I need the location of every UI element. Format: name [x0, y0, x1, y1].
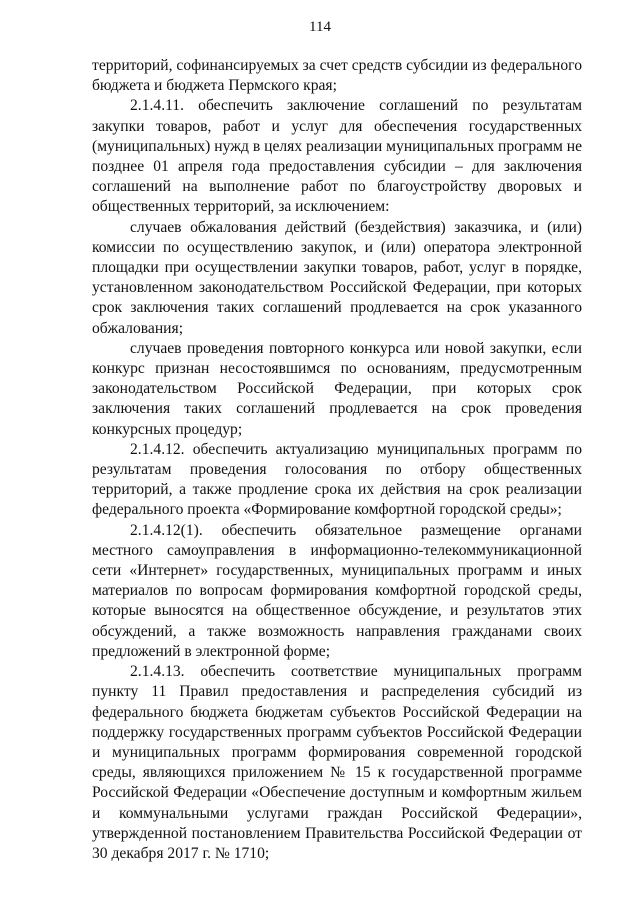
document-body [92, 56, 582, 864]
paragraph-continuation: территорий, софинансируемых за счет средств субсидии из федерального бюджета и бюджета Пермского края; [92, 57, 582, 95]
paragraph-2-1-4-12-1: 2.1.4.12(1). обеспечить обязательное размещение органами местного самоуправления в информационно-телекоммуникационной сети «Интернет» государственных, муниципальных программ и иных материалов по вопросам формирования комфортной городской среды, которые выносятся на общественное обсуждение, и результатов этих обсуждений, а также возможность направления гражданами своих предложений в электронной форме; [92, 521, 582, 660]
paragraph-2-1-4-12: 2.1.4.12. обеспечить актуализацию муниципальных программ по результатам проведения голосования по отбору общественных территорий, а также продление срока их действия на срок реализации федерального проекта «Формирование комфортной городской среды»; [92, 440, 582, 519]
paragraph-exception-appeal: случаев обжалования действий (бездействия) заказчика, и (или) комиссии по осуществлению закупок, и (или) оператора электронной площадки при осуществлении закупки товаров, работ, услуг в порядке, установленном законодательством Российской Федерации, при которых срок заключения таких соглашений продлевается на срок указанного обжалования; [92, 218, 582, 337]
paragraph-2-1-4-13: 2.1.4.13. обеспечить соответствие муниципальных программ пункту 11 Правил предоставления и распределения субсидий из федерального бюджета бюджетам субъектов Российской Федерации на поддержку государственных программ субъектов Российской Федерации и муниципальных программ формирования современной городской среды, являющихся приложением № 15 к государственной программе Российской Федерации «Обеспечение доступным и комфортным жильем и коммунальными услугами граждан Российской Федерации», утвержденной постановлением Правительства Российской Федерации от 30 декабря 2017 г. № 1710; [92, 663, 582, 862]
paragraph-exception-repeat-tender: случаев проведения повторного конкурса или новой закупки, если конкурс признан несостоявшимся по основаниям, предусмотренным законодательством Российской Федерации, при которых срок заключения таких соглашений продлевается на срок проведения конкурсных процедур; [92, 339, 582, 438]
paragraph-2-1-4-11: 2.1.4.11. обеспечить заключение соглашений по результатам закупки товаров, работ и услуг для обеспечения государственных (муниципальных) нужд в целях реализации муниципальных программ не позднее 01 апреля года предоставления субсидии – для заключения соглашений на выполнение работ по благоустройству дворовых и общественных территорий, за исключением: [92, 97, 582, 216]
page-number: 114 [309, 19, 331, 35]
